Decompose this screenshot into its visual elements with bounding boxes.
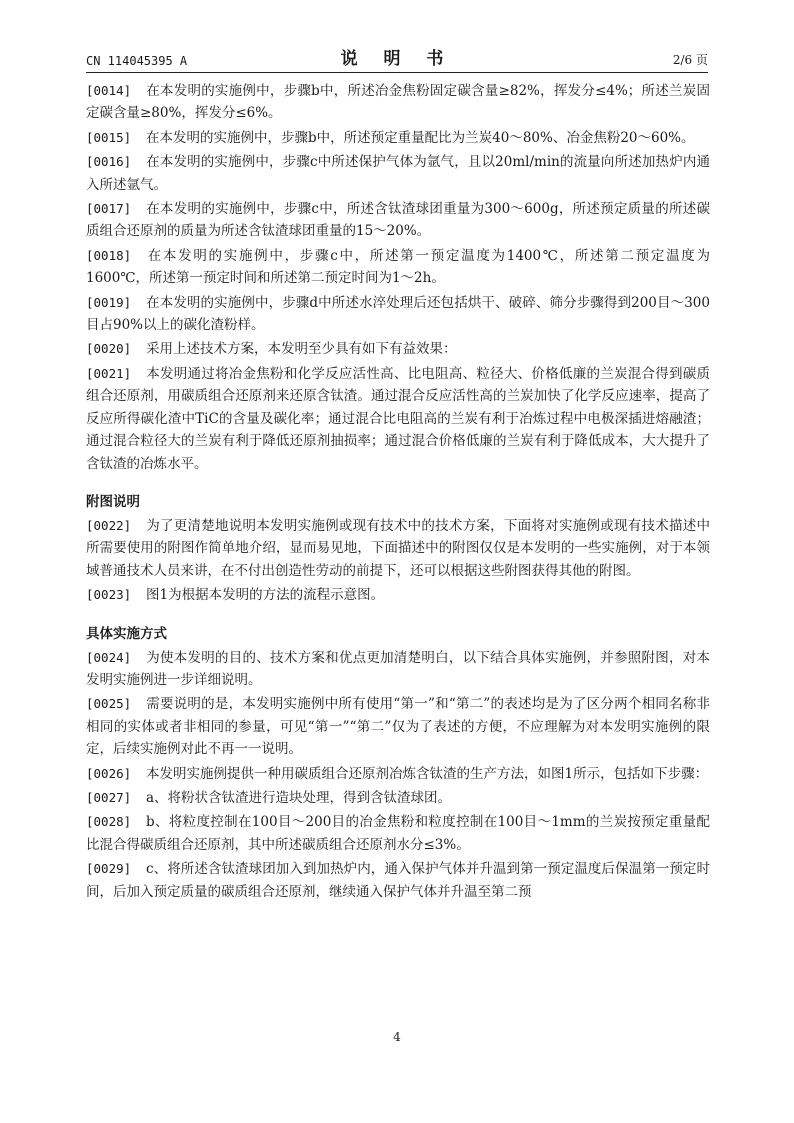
section-title-figures: 附图说明 xyxy=(86,493,140,510)
paragraph-number: [0029] xyxy=(86,861,132,877)
paragraph xyxy=(86,198,710,243)
paragraph-group-claims xyxy=(86,80,710,475)
paragraph-text: 采用上述技术方案，本发明至少具有如下有益效果： xyxy=(146,341,457,358)
paragraph-text: 在本发明的实施例中，步骤d中所述水淬处理后还包括烘干、破碎、筛分步骤得到200目～300目占90%以上的碳化渣粉样。 xyxy=(86,294,710,334)
paragraph xyxy=(86,647,710,692)
paragraph-number: [0022] xyxy=(86,517,132,533)
paragraph-text: 需要说明的是，本发明实施例中所有使用“第一”和“第二”的表述均是为了区分两个相同名称非相同的实体或者非相同的参量，可见“第一”“第二”仅为了表述的方便，不应理解为对本发明实施例的限定，后续实施例对此不再一一说明。 xyxy=(86,696,710,758)
paragraph-number: [0027] xyxy=(86,789,132,805)
paragraph xyxy=(86,363,710,475)
document-body xyxy=(86,80,710,905)
paragraph-text: c、将所述含钛渣球团加入到加热炉内，通入保护气体并升温到第一预定温度后保温第一预定时间，后加入预定质量的碳质组合还原剂，继续通入保护气体并升温至第二预 xyxy=(86,861,710,900)
paragraph-number: [0021] xyxy=(86,365,132,381)
paragraph-text: 在本发明的实施例中，步骤b中，所述冶金焦粉固定碳含量≥82%，挥发分≤4%；所述兰炭固定碳含量≥80%，挥发分≤6%。 xyxy=(86,83,710,122)
paragraph-number: [0015] xyxy=(86,129,132,145)
page-header xyxy=(86,44,708,73)
paragraph-number: [0016] xyxy=(86,154,132,170)
paragraph-text: a、将粉状含钛渣进行造块处理，得到含钛渣球团。 xyxy=(146,789,452,806)
paragraph-text: b、将粒度控制在100目～200目的冶金焦粉和粒度控制在100目～1mm的兰炭按预定重量配比混合得碳质组合还原剂，其中所述碳质组合还原剂水分≤3%。 xyxy=(86,814,710,853)
page-indicator: 2/6 页 xyxy=(672,53,708,67)
paragraph-number: [0014] xyxy=(86,83,132,98)
paragraph-text: 本发明通过将冶金焦粉和化学反应活性高、比电阻高、粒径大、价格低廉的兰炭混合得到碳质组合还原剂，用碳质组合还原剂来还原含钛渣。通过混合反应活性高的兰炭加快了化学反应速率，提高了反应所得碳化渣中TiC的含量及碳化率；通过混合比电阻高的兰炭有利于冶炼过程中电极深插进熔融渣；通过混合粒径大的兰炭有利于降低还原剂抽损率；通过混合价格低廉的兰炭有利于降低成本，大大提升了含钛渣的冶炼水平。 xyxy=(86,365,710,472)
paragraph-number: [0026] xyxy=(86,765,132,781)
paragraph-text: 在本发明的实施例中，步骤c中所述保护气体为氩气，且以20ml/min的流量向所述加热炉内通入所述氩气。 xyxy=(86,154,710,193)
paragraph xyxy=(86,127,710,149)
page-number: 4 xyxy=(393,1030,401,1044)
paragraph-text: 在本发明的实施例中，步骤c中，所述含钛渣球团重量为300～600g，所述预定质量的所述碳质组合还原剂的质量为所述含钛渣球团重量的15～20%。 xyxy=(86,201,710,240)
paragraph xyxy=(86,584,710,606)
paragraph-text: 本发明实施例提供一种用碳质组合还原剂冶炼含钛渣的生产方法，如图1所示，包括如下步骤： xyxy=(146,765,709,782)
paragraph xyxy=(86,515,710,582)
paragraph-number: [0028] xyxy=(86,814,132,830)
paragraph-number: [0019] xyxy=(86,294,132,310)
paragraph-number: [0017] xyxy=(86,201,132,217)
paragraph xyxy=(86,763,710,785)
paragraph xyxy=(86,811,710,856)
section-title-embodiments: 具体实施方式 xyxy=(86,625,167,642)
paragraph xyxy=(86,858,710,903)
paragraph-number: [0018] xyxy=(86,247,132,263)
paragraph-number: [0024] xyxy=(86,649,132,665)
paragraph-number: [0020] xyxy=(86,341,132,357)
paragraph-text: 为了更清楚地说明本发明实施例或现有技术中的技术方案，下面将对实施例或现有技术描述中所需要使用的附图作简单地介绍，显而易见地，下面描述中的附图仅仅是本发明的一些实施例，对于本领域普通技术人员来讲，在不付出创造性劳动的前提下，还可以根据这些附图获得其他的附图。 xyxy=(86,517,710,579)
paragraph-group-embodiments xyxy=(86,647,710,903)
paragraph xyxy=(86,338,710,360)
paragraph-number: [0025] xyxy=(86,696,132,712)
paragraph xyxy=(86,245,710,290)
paragraph xyxy=(86,787,710,809)
paragraph-text: 在本发明的实施例中，步骤c中，所述第一预定温度为1400℃，所述第二预定温度为1600℃，所述第一预定时间和所述第二预定时间为1～2h。 xyxy=(86,247,710,287)
paragraph xyxy=(86,693,710,760)
paragraph xyxy=(86,80,710,125)
paragraph-text: 在本发明的实施例中，步骤b中，所述预定重量配比为兰炭40～80%、冶金焦粉20～60%。 xyxy=(146,129,695,146)
paragraph-group-figures xyxy=(86,515,710,607)
document-title: 说 明 书 xyxy=(340,49,454,69)
paragraph-text: 图1为根据本发明的方法的流程示意图。 xyxy=(146,587,385,604)
paragraph-text: 为使本发明的目的、技术方案和优点更加清楚明白，以下结合具体实施例，并参照附图，对本发明实施例进一步详细说明。 xyxy=(86,649,710,688)
paragraph xyxy=(86,292,710,337)
paragraph xyxy=(86,151,710,196)
paragraph-number: [0023] xyxy=(86,587,132,603)
publication-number: CN 114045395 A xyxy=(86,54,188,68)
